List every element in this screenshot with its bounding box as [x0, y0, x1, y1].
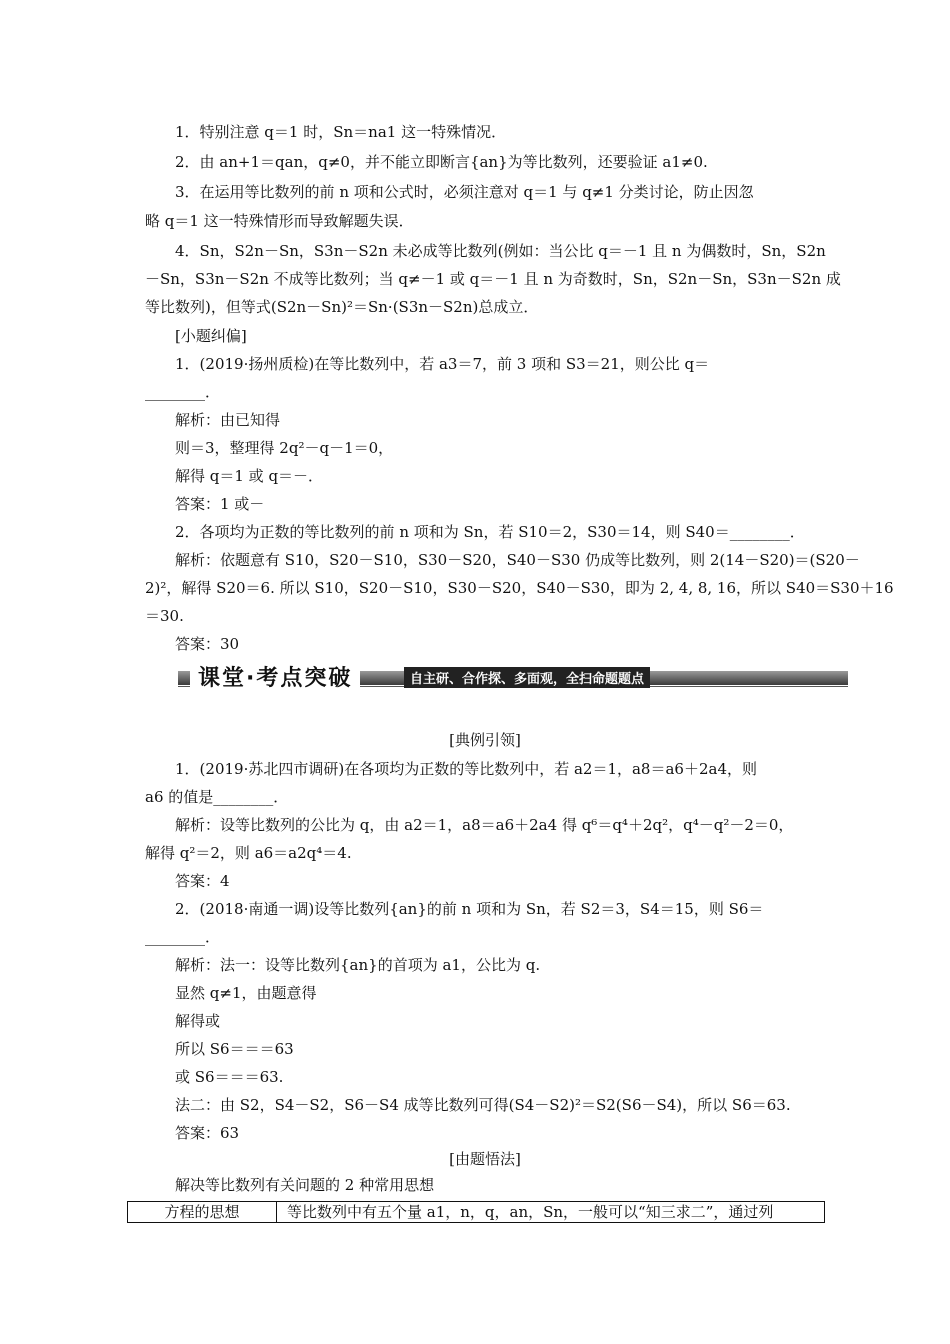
dianli-q2-sol-5: 或 S6＝＝＝63. [175, 1068, 284, 1086]
dianli-header: [典例引领] [449, 731, 521, 749]
section-banner [178, 663, 848, 691]
dianli-q1-answer: 答案：4 [175, 872, 230, 890]
dianli-q2-answer: 答案：63 [175, 1124, 240, 1142]
dianli-q1-cont: a6 的值是________． [145, 788, 289, 806]
dianli-q1-sol-1: 解析：设等比数列的公比为 q，由 a2＝1，a8＝a6＋2a4 得 q⁶＝q⁴＋2q²，q⁴－q²－2＝0， [175, 816, 794, 834]
xiaoti-q1-sol-2: 则＝3，整理得 2q²－q－1＝0， [175, 439, 394, 457]
dianli-q2-sol-4: 所以 S6＝＝＝63 [175, 1040, 294, 1058]
banner-subtitle: 自主研、合作探、多面观，全扫命题题点 [404, 667, 650, 688]
note-4: 4．Sn，S2n－Sn，S3n－S2n 未必成等比数列(例如：当公比 q＝－1 且 n 为偶数时，Sn，S2n [175, 242, 826, 260]
dianli-q2-sol-1: 解析：法一：设等比数列{an}的首项为 a1，公比为 q. [175, 956, 541, 974]
banner-title: 课堂·考点突破 [190, 661, 360, 692]
xiaoti-q2-sol-1: 解析：依题意有 S10，S20－S10，S30－S20，S40－S30 仍成等比数列，则 2(14－S20)＝(S20－ [175, 551, 860, 569]
dianli-q2-sol-6: 法二：由 S2，S4－S2，S6－S4 成等比数列可得(S4－S2)²＝S2(S6－S4)，所以 S6＝63. [175, 1096, 791, 1114]
method-desc-cell: 等比数列中有五个量 a1，n，q，an，Sn，一般可以“知三求二”，通过列 [287, 1203, 774, 1221]
dianli-q1: 1．(2019·苏北四市调研)在各项均为正数的等比数列中，若 a2＝1，a8＝a6＋2a4，则 [175, 760, 757, 778]
xiaoti-q2-sol-3: ＝30. [145, 607, 184, 625]
xiaoti-q1-answer: 答案：1 或－ [175, 495, 265, 513]
note-1: 1．特别注意 q＝1 时，Sn＝na1 这一特殊情况． [175, 123, 507, 141]
xiaoti-q2-answer: 答案：30 [175, 635, 240, 653]
dianli-q2-sol-2: 显然 q≠1，由题意得 [175, 984, 317, 1002]
xiaoti-header: [小题纠偏] [175, 327, 247, 345]
dianli-q1-sol-2: 解得 q²＝2，则 a6＝a2q⁴＝4. [145, 844, 352, 862]
xiaoti-q2: 2．各项均为正数的等比数列的前 n 项和为 Sn，若 S10＝2，S30＝14，则 S40＝________． [175, 523, 805, 541]
xiaoti-q1: 1．(2019·扬州质检)在等比数列中，若 a3＝7，前 3 项和 S3＝21，则公比 q＝ [175, 355, 710, 373]
dianli-q2-blank: ________． [145, 928, 221, 946]
xiaoti-q1-sol-3: 解得 q＝1 或 q＝－． [175, 467, 324, 485]
note-3: 3．在运用等比数列的前 n 项和公式时，必须注意对 q＝1 与 q≠1 分类讨论，防止因忽 [175, 183, 754, 201]
youti-intro: 解决等比数列有关问题的 2 种常用思想 [175, 1176, 435, 1194]
xiaoti-q1-blank: ________． [145, 383, 221, 401]
method-name-cell: 方程的思想 [128, 1202, 277, 1222]
note-3-cont: 略 q＝1 这一特殊情形而导致解题失误． [145, 212, 414, 230]
note-2: 2．由 an+1＝qan，q≠0，并不能立即断言{an}为等比数列，还要验证 a1≠0. [175, 153, 708, 171]
dianli-q2: 2．(2018·南通一调)设等比数列{an}的前 n 项和为 Sn，若 S2＝3，S4＝15，则 S6＝ [175, 900, 764, 918]
method-table-row [127, 1201, 825, 1223]
note-4-cont-1: －Sn，S3n－S2n 不成等比数列；当 q≠－1 或 q＝－1 且 n 为奇数时，Sn，S2n－Sn，S3n－S2n 成 [145, 270, 841, 288]
xiaoti-q2-sol-2: 2)²，解得 S20＝6. 所以 S10，S20－S10，S30－S20，S40－S30，即为 2, 4, 8, 16，所以 S40＝S30＋16 [145, 579, 894, 597]
dianli-q2-sol-3: 解得或 [175, 1012, 221, 1030]
youti-header: [由题悟法] [449, 1150, 521, 1168]
xiaoti-q1-sol-1: 解析：由已知得 [175, 411, 281, 429]
note-4-cont-2: 等比数列)，但等式(S2n－Sn)²＝Sn·(S3n－S2n)总成立． [145, 298, 539, 316]
